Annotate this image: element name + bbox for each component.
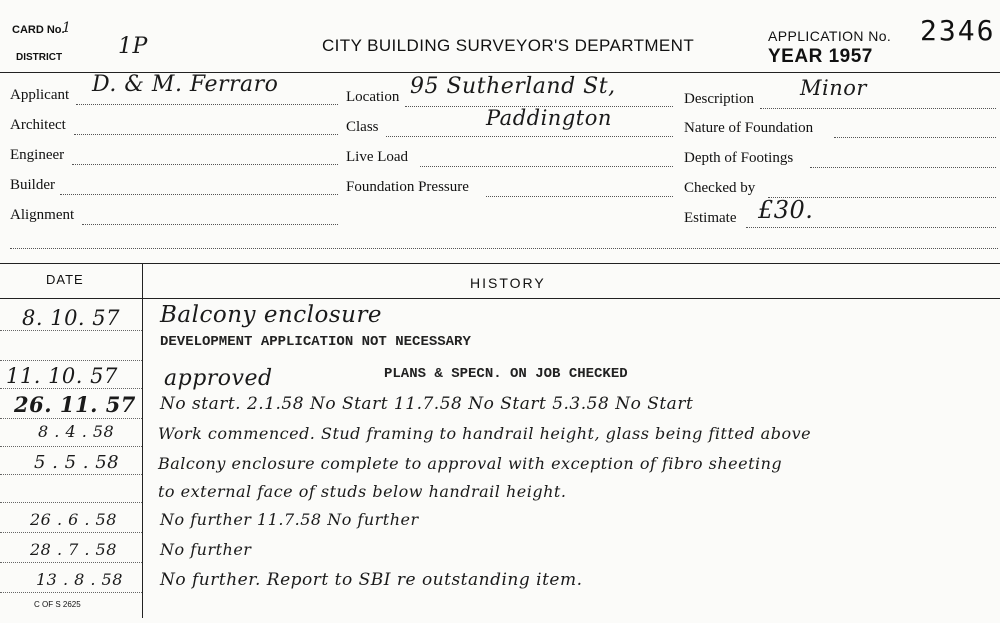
foundation-pressure-label: Foundation Pressure <box>346 179 469 195</box>
history-header: HISTORY <box>470 275 546 291</box>
stamp-plans-checked: PLANS & SPECN. ON JOB CHECKED <box>384 366 628 382</box>
table-row-text: No further. Report to SBI re outstanding item. <box>160 570 583 590</box>
card-no-label: CARD No. <box>12 24 65 36</box>
class-label: Class <box>346 119 379 135</box>
application-label: APPLICATION No. <box>768 28 892 44</box>
description-value: Minor <box>800 76 867 100</box>
table-top-rule <box>0 263 1000 264</box>
card-no-value: 1 <box>62 20 72 36</box>
date-column-divider <box>142 263 143 618</box>
estimate-value: £30. <box>758 196 814 224</box>
engineer-label: Engineer <box>10 147 65 163</box>
table-row-text: Work commenced. Stud framing to handrail height, glass being fitted above <box>158 424 812 443</box>
table-row-date: 26. 11. 57 <box>14 392 136 417</box>
table-row-text: No further <box>160 540 252 559</box>
table-row-text: Balcony enclosure <box>160 302 383 328</box>
alignment-label: Alignment <box>10 207 75 223</box>
live-load-label: Live Load <box>346 149 409 165</box>
department-title: CITY BUILDING SURVEYOR'S DEPARTMENT <box>322 36 695 55</box>
estimate-label: Estimate <box>684 210 737 226</box>
nature-of-foundation-label: Nature of Foundation <box>684 120 814 136</box>
table-row-date: 28 . 7 . 58 <box>30 540 117 559</box>
table-row-text: No further 11.7.58 No further <box>160 510 419 529</box>
table-row-date: 8. 10. 57 <box>22 306 121 330</box>
checked-by-label: Checked by <box>684 180 756 196</box>
date-header: DATE <box>46 272 84 287</box>
table-row-date: 11. 10. 57 <box>6 364 118 388</box>
applicant-value: D. & M. Ferraro <box>92 72 279 97</box>
table-row-text: No start. 2.1.58 No Start 11.7.58 No Start 5.3.58 No Start <box>160 394 694 414</box>
architect-label: Architect <box>10 117 66 133</box>
applicant-label: Applicant <box>10 87 70 103</box>
form-number: C OF S 2625 <box>34 600 81 609</box>
depth-of-footings-label: Depth of Footings <box>684 150 794 166</box>
table-row-text: to external face of studs below handrail height. <box>158 482 567 501</box>
stamp-development-not-necessary: DEVELOPMENT APPLICATION NOT NECESSARY <box>160 334 471 350</box>
description-label: Description <box>684 91 754 107</box>
location-value-2: Paddington <box>486 106 612 130</box>
table-row-date: 26 . 6 . 58 <box>30 510 117 529</box>
table-row-date: 13 . 8 . 58 <box>36 570 123 589</box>
table-row-text: Balcony enclosure complete to approval with exception of fibro sheeting <box>158 454 783 473</box>
builder-label: Builder <box>10 177 55 193</box>
district-label: DISTRICT <box>16 52 63 63</box>
table-row-date: 5 . 5 . 58 <box>34 452 120 473</box>
location-value: 95 Sutherland St, <box>410 74 616 99</box>
district-value: 1P <box>118 34 148 59</box>
year: YEAR 1957 <box>768 46 873 67</box>
table-row-text: approved <box>164 366 273 391</box>
table-row-date: 8 . 4 . 58 <box>38 422 115 441</box>
application-number: 2346 <box>920 14 996 47</box>
table-header-rule <box>0 298 1000 299</box>
location-label: Location <box>346 89 400 105</box>
